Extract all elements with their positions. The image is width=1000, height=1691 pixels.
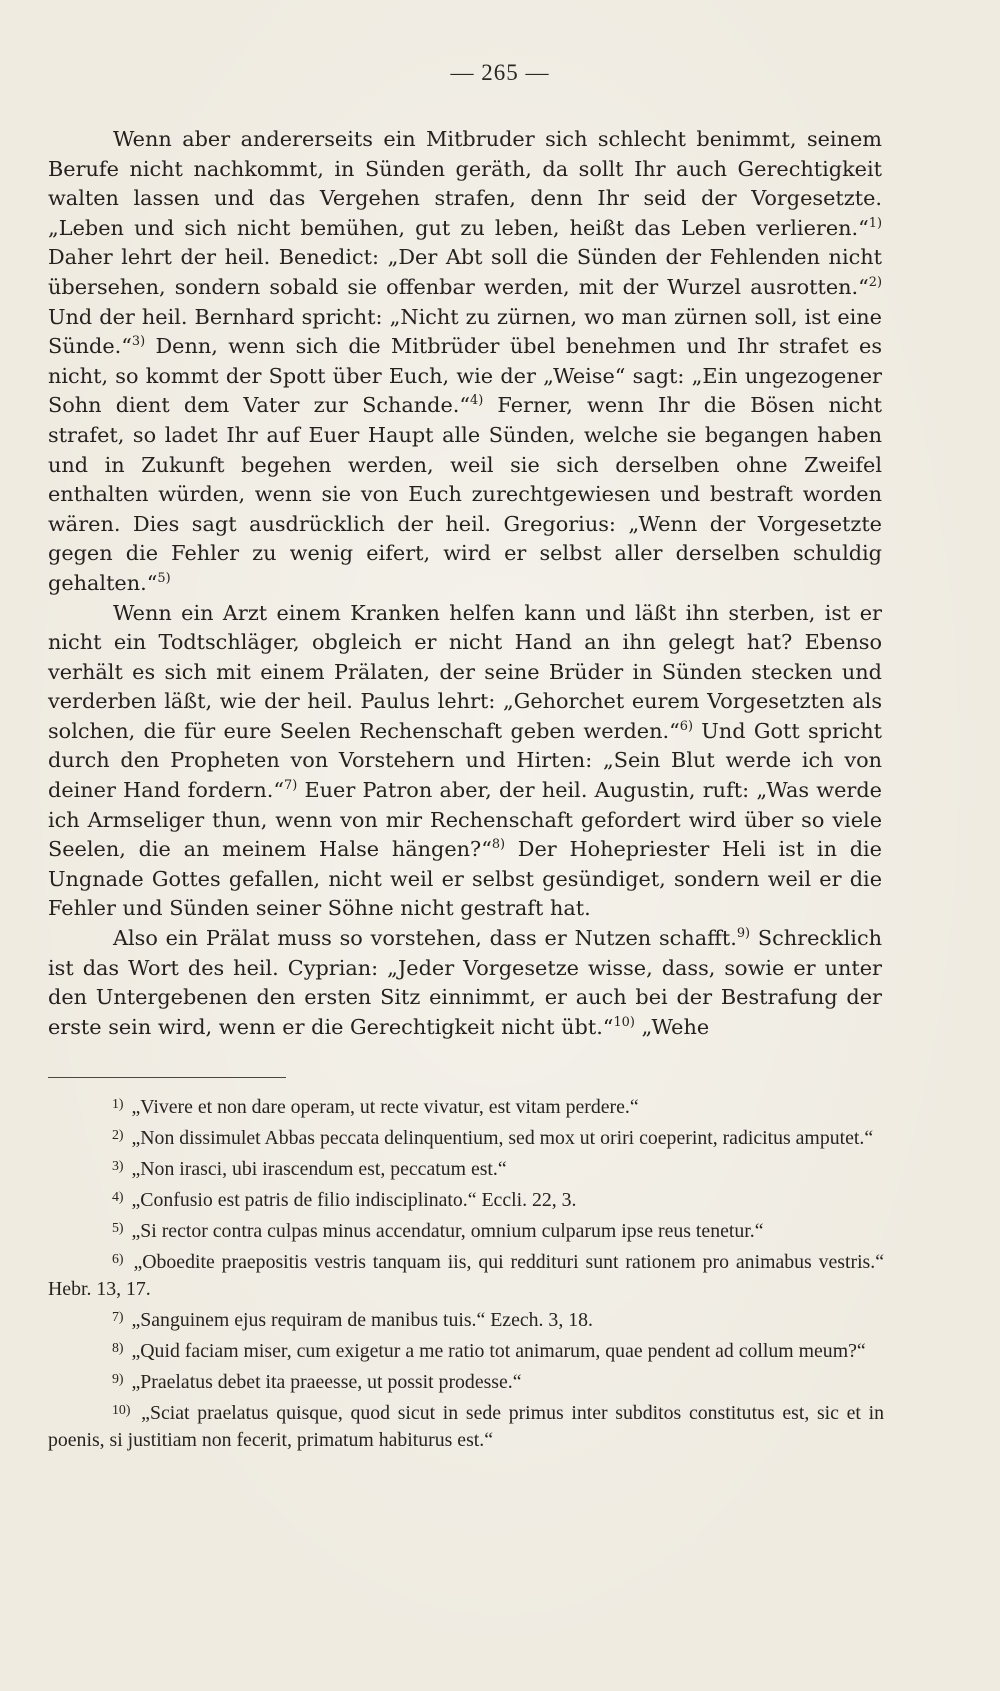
body-paragraph	[48, 599, 882, 925]
footnote	[48, 1121, 884, 1152]
footnote-reference: 1)	[868, 215, 882, 231]
footnote-text: „Sanguinem ejus requiram de manibus tuis.“ Ezech. 3, 18.	[126, 1309, 593, 1331]
footnote	[48, 1334, 884, 1365]
body-text-run: Wenn ein Arzt einem Kranken helfen kann und läßt ihn sterben, ist er nicht ein Todtschläger, obgleich er nicht Hand an ihn gelegt hat? Ebenso verhält es sich mit einem Prälaten, der seine Brüder in Sünden stecken und verderben läßt, wie der heil. Paulus lehrt: „Gehorchet eurem Vorgesetzten als solchen, die für eure Seelen Rechenschaft geben werden.“	[48, 600, 882, 743]
footnote-number: 10)	[112, 1402, 131, 1417]
footnote-reference: 3)	[131, 334, 146, 350]
footnote-number: 4)	[112, 1189, 124, 1204]
footnote-text: „Praelatus debet ita praeesse, ut possit prodesse.“	[126, 1371, 522, 1393]
footnote-number: 8)	[112, 1340, 124, 1355]
footnote	[48, 1214, 884, 1245]
footnote-number: 3)	[112, 1158, 124, 1173]
footnote-text: „Oboedite praepositis vestris tanquam iis, qui reddituri sunt rationem pro animabus vestris.“ Hebr. 13, 17.	[48, 1251, 884, 1300]
footnote-reference: 5)	[157, 570, 171, 586]
footnote-reference: 2)	[868, 275, 882, 291]
footnote-number: 7)	[112, 1309, 124, 1324]
body-text-run: Denn, wenn sich die Mitbrüder übel benehmen und Ihr strafet es nicht, so kommt der Spott über Euch, wie der „Weise“ sagt: „Ein ungezogener Sohn dient dem Vater zur Schande.“	[48, 334, 882, 418]
body-text-run: Ferner, wenn Ihr die Bösen nicht strafet, so ladet Ihr auf Euer Haupt alle Sünden, welche sie begangen haben und in Zukunft begehen werden, weil sie sich derselben ohne Zweifel enthalten würden, wenn sie von Euch zurechtgewiesen und bestraft worden wären. Dies sagt ausdrücklich der heil. Gregorius: „Wenn der Vorgesetzte gegen die Fehler zu wenig eifert, wird er selbst aller derselben schuldig gehalten.“	[48, 393, 882, 595]
footnote-number: 9)	[112, 1371, 124, 1386]
body-text-run: „Wehe	[634, 1014, 710, 1039]
body-text-run: Euer Patron aber, der heil. Augustin, ruft: „Was werde ich Armseliger thun, wenn von mir Rechenschaft gefordert wird über so viele Seelen, die an meinem Halse hängen?“	[48, 778, 882, 862]
body-text-run: Daher lehrt der heil. Benedict: „Der Abt soll die Sünden der Fehlenden nicht übersehen, sondern sobald sie offenbar werden, mit der Wurzel ausrotten.“	[48, 245, 882, 299]
footnote-number: 5)	[112, 1220, 124, 1235]
body-text-run: Schrecklich ist das Wort des heil. Cyprian: „Jeder Vorgesetze wisse, dass, sowie er unter den Untergebenen den ersten Sitz einnimmt, er auch bei der Bestrafung der erste sein wird, wenn er die Gerechtigkeit nicht übt.“	[48, 926, 882, 1039]
footnote-reference: 9)	[736, 926, 751, 942]
footnote-reference: 6)	[679, 718, 693, 734]
body-paragraph	[48, 125, 882, 599]
footnote	[48, 1245, 884, 1303]
footnote-separator	[48, 1077, 286, 1078]
body-text	[48, 125, 882, 1042]
body-text-run: Und der heil. Bernhard spricht: „Nicht zu zürnen, wo man zürnen soll, ist eine Sünde.“	[48, 304, 882, 359]
footnote-number: 2)	[112, 1127, 124, 1142]
footnote-text: „Vivere et non dare operam, ut recte vivatur, est vitam perdere.“	[126, 1096, 639, 1118]
body-text-run: Der Hohepriester Heli ist in die Ungnade Gottes gefallen, nicht weil er selbst gesündiget, sondern weil er die Fehler und Sünden seiner Söhne nicht gestraft hat.	[48, 837, 882, 921]
footnote-text: „Sciat praelatus quisque, quod sicut in sede primus inter subditos constitutus est, sic et in poenis, si justitiam non fecerit, primatum habiturus est.“	[48, 1402, 884, 1451]
footnote-text: „Non dissimulet Abbas peccata delinquentium, sed mox ut oriri coeperint, radicitus amputet.“	[126, 1127, 874, 1149]
footnote-reference: 7)	[284, 778, 298, 794]
footnote-number: 1)	[112, 1096, 124, 1111]
footnote-text: „Si rector contra culpas minus accendatur, omnium culparum ipse reus tenetur.“	[126, 1220, 764, 1242]
footnote-text: „Quid faciam miser, cum exigetur a me ratio tot animarum, quae pendent ad collum meum?“	[126, 1340, 866, 1362]
body-text-run: Wenn aber andererseits ein Mitbruder sich schlecht benimmt, seinem Berufe nicht nachkommt, in Sünden geräth, da sollt Ihr auch Gerechtigkeit walten lassen und das Vergehen strafen, denn Ihr seid der Vorgesetzte. „Leben und sich nicht bemühen, gut zu leben, heißt das Leben verlieren.“	[48, 127, 882, 240]
footnotes	[48, 1090, 884, 1454]
footnote-reference: 8)	[491, 837, 506, 853]
footnote	[48, 1183, 884, 1214]
footnote	[48, 1303, 884, 1334]
footnote-text: „Non irasci, ubi irascendum est, peccatum est.“	[126, 1158, 507, 1180]
page-number: — 265 —	[450, 60, 550, 85]
footnote-reference: 4)	[470, 393, 484, 409]
footnote-text: „Confusio est patris de filio indisciplinato.“ Eccli. 22, 3.	[126, 1189, 577, 1211]
body-text-run: Also ein Prälat muss so vorstehen, dass er Nutzen schafft.	[113, 926, 737, 951]
footnote	[48, 1090, 884, 1121]
footnote-number: 6)	[112, 1251, 124, 1266]
footnote	[48, 1365, 884, 1396]
footnote	[48, 1152, 884, 1183]
footnote	[48, 1396, 884, 1454]
footnote-reference: 10)	[613, 1014, 635, 1030]
body-text-run: Und Gott spricht durch den Propheten von Vorstehern und Hirten: „Sein Blut werde ich von deiner Hand fordern.“	[48, 718, 882, 803]
body-paragraph	[48, 924, 882, 1042]
